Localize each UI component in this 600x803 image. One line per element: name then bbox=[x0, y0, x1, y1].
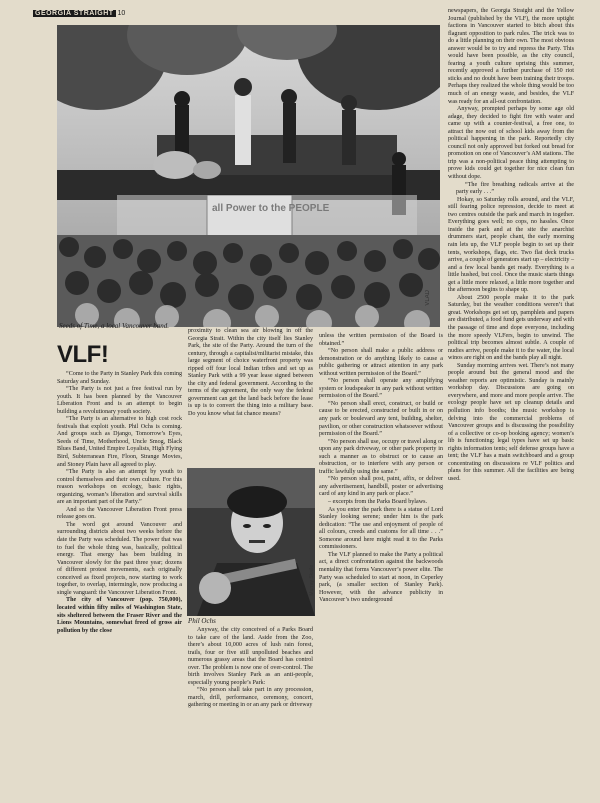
paragraph: “No person shall take part in any procession, march, drill, performance, ceremony, concert, gathering or meeting in or an any park or driveway bbox=[188, 687, 313, 709]
photo-credit-small: Murray Skaile bbox=[309, 565, 315, 596]
page-number: 10 bbox=[117, 10, 126, 17]
paragraph: “No person shall erect, construct, or build or cause to be erected, constructed or built in or on any park or boulevard any tent, building, shelter, pavilion, or other construction whatsoever without permission of the Board.” bbox=[319, 400, 443, 438]
paragraph: newspapers, the Georgia Straight and the Yellow Journal (published by the VLF), the more uptight factions in Vancouver started to bitch about this flagrant opposition to park rules. The trick was to do a little planning on their own. The most obvious answer would be to try and repress the Party. This would have been possible, as the city council, fearing a youth culture uprising this summer, recently approved a further purchase of 150 riot sticks and no doubt have been training their troops. Perhaps they realized the whole thing would be too much of an energy waste, and besides, the VLF was ready for an all-out confrontation. bbox=[448, 8, 574, 105]
paragraph: The city of Vancouver (pop. 750,000), located within fifty miles of Washington State, sits sheltered between the Fraser River and the Lions Mountains, somewhat freed of gross air pollution by the close bbox=[57, 597, 182, 634]
article-column-3 bbox=[319, 333, 443, 605]
paragraph: Anyway, prompted perhaps by some age old adage, they decided to fight fire with water and came up with a counter-festival, a free one, to attract the now out of school kids away from the political happening in the park. Reportedly city council not only approved but forked out bread for promotion on one of Vancouver’s AM stations. The trip was a non-political peace thing attempting to prove kids could get together for nice clean fun without dope. bbox=[448, 106, 574, 181]
paragraph: “No person shall make a public address or demonstration or do anything likely to cause a public gathering or attract attention in any park without written permission of the Board.” bbox=[319, 348, 443, 377]
paragraph: “No person shall use, occupy or travel along or upon any park driveway, or other park property in such a manner as to obstruct or to cause an obstruction, or to interfere with any person or traffic lawfully using the same.” bbox=[319, 438, 443, 475]
pull-quote: “The fire breathing radicals arrive at the party early . . .” bbox=[456, 181, 574, 196]
photo-caption-small: Phil Ochs bbox=[188, 617, 216, 625]
paragraph: “The Party is also an attempt by youth to control themselves and their own culture. For this reason workshops on ecology, basic rights, organizing, woman’s liberation and survival skills are an important part of the Party.” bbox=[57, 469, 182, 506]
phil-ochs-photo bbox=[187, 468, 315, 616]
phil-ochs-portrait bbox=[187, 468, 315, 616]
paragraph: Anyway, the city conceived of a Parks Board to take care of the land. Aside from the Zoo, there’s about 10,000 acres of lush rain forest, trails, four or five still unpolluted beaches and numerous grassy areas that the Board has control over. The problem is now one of over-control. The birth involves Stanley Park as an anti-people, especially young people’s Park: bbox=[188, 627, 313, 686]
paragraph: Hokay, so Saturday rolls around, and the VLF, still fearing police repression, decide to meet at two centres outside the park and march in together. Everything goes well; no cops, no hassles. Once inside the park and at the site the anarchist drummers start, people chant, the early morning rain lets up, the VLF people begin to set up their tents, workshops, flags, etc. Two flat deck trucks arrive, a couple of generators start up – electricity – and a few local bands get ready. Everything is a little hushed, but cool. Once the music starts things get a little more relaxed, a little more together and the afternoon begins to shape up. bbox=[448, 196, 574, 294]
article-column-1 bbox=[57, 343, 182, 635]
article-column-2-top bbox=[188, 328, 313, 419]
paragraph: And so the Vancouver Liberation Front press release goes on. bbox=[57, 506, 182, 521]
paragraph: proximity to clean sea air blowing in off the Georgia Strait. Within the city itself lies Stanley Park, the site of the Party. Around the turn of the century, through a capitalist/militarist mistake, this large segment of choice waterfront property was ripped off four local Indian tribes and set up as Stanley Park with a 99 year lease signed between the city and federal government. According to the terms of the agreement, the only way the federal government can get the land back before the lease is up is to convert the thing into a military base. Do you know what fat chance means? bbox=[188, 328, 313, 418]
paragraph: “Come to the Party in Stanley Park this coming Saturday and Sunday. bbox=[57, 371, 182, 385]
paragraph: – excerpts from the Parks Board bylaws. bbox=[328, 499, 427, 506]
concert-photo-illustration bbox=[57, 25, 440, 327]
paragraph: Sunday morning arrives wet. There’s not many people around but the general mood and the weather reports are optimistic. Sunday is mainly workshop day. Discussions are going on everywhere, and more and more people arrive. The ecology people have set up cleanup details and pollution info booths; the music workshop is delving into the commercial problems of Vancouver groups and is discussing the possibility of a collective or co-op booking agency; women’s lib is functioning; legal types have set up basic rights information tents; self defense groups have a tent; the VLF has a main switchboard and a group concentrating on discussions re VLF politics and plans for this summer. All the facilities are being used. bbox=[448, 362, 574, 482]
paragraph: About 2500 people make it to the park Saturday, but the weather conditions weren’t that great. Workshops get set up, pamphlets and papers are distributed, a food fund gets underway and with the passage of time and dope everyone, including the more speedy VLFers, begin to unwind. The political trip becomes almost subtle. A couple of nudies arrive, people make it to the water, the local winos are right on and the bands play all night. bbox=[448, 294, 574, 362]
photo-caption: Seeds of Time, a local Vancouver band. bbox=[59, 322, 170, 330]
article-title: VLF! bbox=[57, 341, 109, 368]
article-column-4 bbox=[448, 8, 574, 483]
paragraph: unless the written permission of the Board is obtained.” bbox=[319, 333, 443, 347]
paragraph: The word got around Vancouver and surrounding districts about two weeks before the date the Party was scheduled. The power that was to fuel the whole thing was, basically, political energy. That energy has been building in Vancouver slowly for the past three year; dozens of different protest movements, each originally conceived as fixed projects, now starting to work together, to overlap, intermingle, now producing a single vanguard: the Vancouver Liberation Front. bbox=[57, 521, 182, 596]
paragraph: “No person shall operate any amplifying system or loudspeaker in any park without written permission of the Board.” bbox=[319, 378, 443, 400]
paragraph: “No person shall post, paint, affix, or deliver any advertisement, handbill, poster or advertising card of any kind in any park or place.” bbox=[319, 476, 443, 498]
article-column-2-bottom bbox=[188, 627, 313, 710]
paragraph: The VLF planned to make the Party a political act, a direct confrontation against the backwoods mentality that forms Vancouver’s power elite. The Party was scheduled to start at noon, in Ceperley park, (a smaller section of Stanley Park). However, with the advance publicity in Vancouver’s two underground bbox=[319, 551, 443, 604]
paragraph: “The Party is not just a free festival run by youth. It has been planned by the Vancouver Liberation Front and is an attempt to begin building a revolutionary youth society. bbox=[57, 386, 182, 415]
page-header bbox=[33, 10, 125, 17]
masthead-logo: GEORGIA STRAIGHT bbox=[35, 10, 114, 17]
concert-photo bbox=[57, 25, 440, 327]
paragraph: “The Party is an alternative to high cost rock festivals that exploit youth. Phil Ochs is coming. And groups such as Django, Tomorrow’s Eyes, Seeds of Time, Motherhood, Uncle Smog, Black Blues Band, United Empire Loyalists, High Flying Bird, Subterranean Fire, Floon, Strange Movies, and Stoney Plain have all agreed to play. bbox=[57, 416, 182, 468]
paragraph: As you enter the park there is a statue of Lord Stanley looking serene; under him is the park dedication: “The use and enjoyment of people of all colours, creeds and customs for all time . . .” Someone around here might read it to the Parks commissioners. bbox=[319, 506, 443, 551]
photo-credit: VLAD bbox=[425, 290, 431, 306]
